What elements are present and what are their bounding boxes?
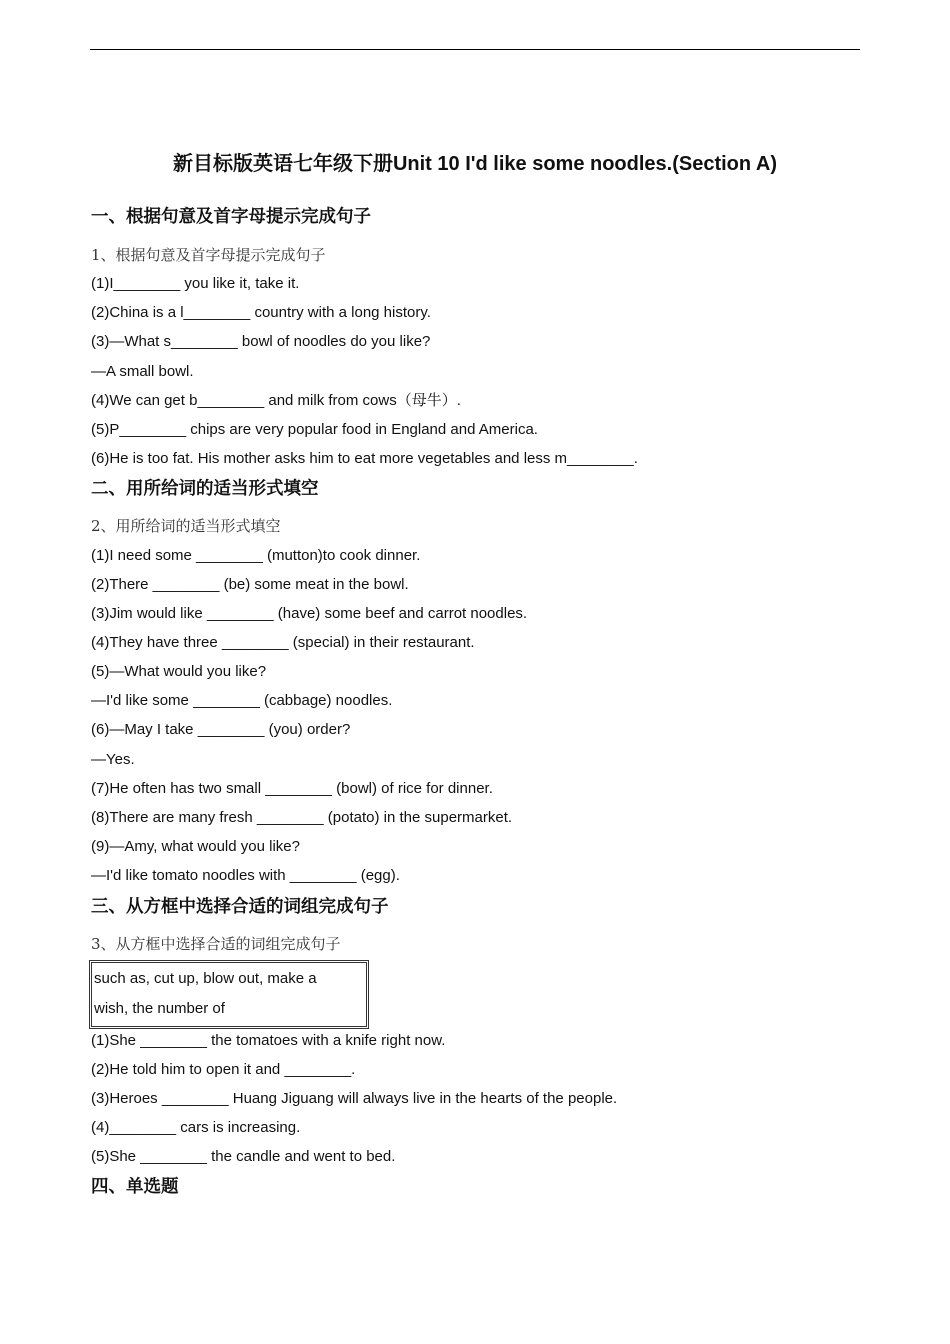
- section-1-heading: 一、根据句意及首字母提示完成句子: [91, 206, 371, 226]
- question-line: (1)She ________ the tomatoes with a knife right now.: [91, 1032, 446, 1049]
- question-line: (5)She ________ the candle and went to bed.: [91, 1148, 396, 1165]
- section-3-instruction: 3、从方框中选择合适的词组完成句子: [91, 935, 341, 953]
- question-line: —I'd like some ________ (cabbage) noodles.: [91, 692, 393, 709]
- question-line: (2)China is a l________ country with a long history.: [91, 304, 431, 321]
- question-line: (5)—What would you like?: [91, 663, 267, 680]
- section-2-instruction: 2、用所给词的适当形式填空: [91, 517, 281, 535]
- question-line: (1)I________ you like it, take it.: [91, 275, 300, 292]
- question-line: (3)Jim would like ________ (have) some beef and carrot noodles.: [91, 605, 528, 622]
- section-4-heading: 四、单选题: [91, 1176, 179, 1196]
- question-line: (5)P________ chips are very popular food in England and America.: [91, 421, 538, 438]
- word-choice-box: [89, 960, 369, 1029]
- word-box-line: wish, the number of: [94, 1000, 225, 1017]
- question-line: (2)There ________ (be) some meat in the bowl.: [91, 576, 409, 593]
- question-line: (3)—What s________ bowl of noodles do you like?: [91, 333, 431, 350]
- header-rule: [90, 49, 860, 50]
- question-line: —A small bowl.: [91, 363, 194, 380]
- question-line: (8)There are many fresh ________ (potato) in the supermarket.: [91, 809, 513, 826]
- question-line: (4)They have three ________ (special) in their restaurant.: [91, 634, 475, 651]
- document-title: 新目标版英语七年级下册Unit 10 I'd like some noodles.(Section A): [172, 153, 778, 175]
- section-2-heading: 二、用所给词的适当形式填空: [91, 478, 319, 498]
- question-line: (4)We can get b________ and milk from cows（母牛）.: [91, 392, 461, 409]
- question-line: (7)He often has two small ________ (bowl) of rice for dinner.: [91, 780, 493, 797]
- question-line: (3)Heroes ________ Huang Jiguang will always live in the hearts of the people.: [91, 1090, 618, 1107]
- section-3-heading: 三、从方框中选择合适的词组完成句子: [91, 896, 389, 916]
- section-1-instruction: 1、根据句意及首字母提示完成句子: [91, 246, 326, 264]
- question-line: —Yes.: [91, 751, 135, 768]
- word-box-line: such as, cut up, blow out, make a: [94, 970, 317, 987]
- question-line: (1)I need some ________ (mutton)to cook dinner.: [91, 547, 421, 564]
- question-line: (6)He is too fat. His mother asks him to eat more vegetables and less m________.: [91, 450, 638, 467]
- question-line: (6)—May I take ________ (you) order?: [91, 721, 351, 738]
- question-line: (9)—Amy, what would you like?: [91, 838, 300, 855]
- question-line: (2)He told him to open it and ________.: [91, 1061, 356, 1078]
- question-line: —I'd like tomato noodles with ________ (egg).: [91, 867, 400, 884]
- question-line: (4)________ cars is increasing.: [91, 1119, 301, 1136]
